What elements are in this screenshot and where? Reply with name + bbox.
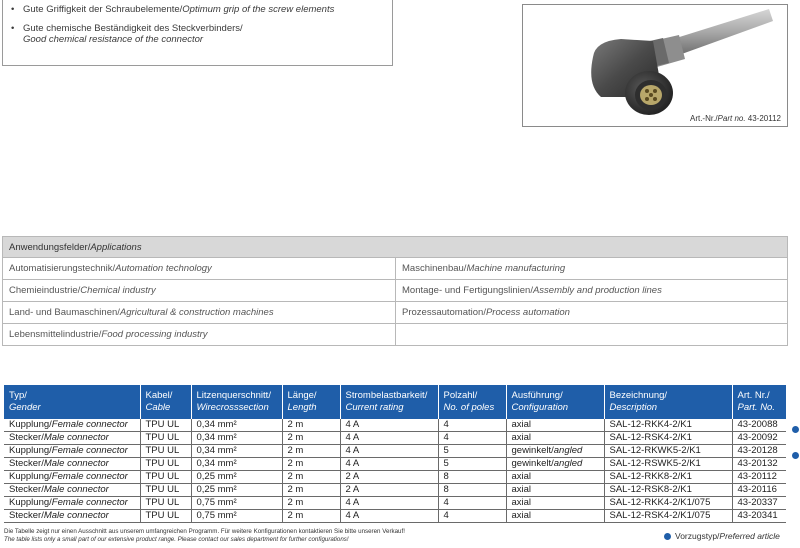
col-header-wire: Litzenquerschnitt/ Wirecrosssection [191,385,282,419]
product-table [4,385,786,523]
preferred-dot-icon [792,426,799,433]
cell-poles: 4 [438,497,506,510]
cell-description: SAL-12-RKK8-2/K1 [604,471,732,484]
cell-description: SAL-12-RSWK5-2/K1 [604,458,732,471]
feature-item: • Gute Griffigkeit der Schraubelemente/Optimum grip of the screw elements [11,4,335,15]
cell-type: Kupplung/Female connector [4,497,140,510]
table-row [4,471,786,484]
cell-current: 4 A [340,432,438,445]
cell-type: Stecker/Male connector [4,484,140,497]
cell-part-no: 43-20341 [732,510,786,523]
cell-length: 2 m [282,471,340,484]
cell-part-no: 43-20092 [732,432,786,445]
cell-description: SAL-12-RSK8-2/K1 [604,484,732,497]
cell-wire: 0,75 mm² [191,497,282,510]
table-row [4,510,786,523]
table-row [4,458,786,471]
applications-row: Chemieindustrie/Chemical industry Montage- und Fertigungslinien/Assembly and production lines [3,280,788,302]
cell-current: 4 A [340,458,438,471]
cell-current: 4 A [340,497,438,510]
col-header-description: Bezeichnung/ Description [604,385,732,419]
table-row [4,445,786,458]
cell-part-no: 43-20116 [732,484,786,497]
cell-wire: 0,34 mm² [191,419,282,432]
table-row [4,419,786,432]
col-header-cable: Kabel/ Cable [140,385,191,419]
cell-current: 2 A [340,471,438,484]
cell-cable: TPU UL [140,510,191,523]
col-header-gender: Typ/ Gender [4,385,140,419]
cell-type: Kupplung/Female connector [4,471,140,484]
cell-poles: 4 [438,510,506,523]
legend: Vorzugstyp/Preferred article [664,531,780,541]
table-row [4,497,786,510]
cell-config: axial [506,510,604,523]
cell-config: gewinkelt/angled [506,458,604,471]
cell-cable: TPU UL [140,419,191,432]
applications-row: Lebensmittelindustrie/Food processing industry [3,324,788,346]
product-table-header [4,385,786,419]
col-header-part-no: Art. Nr./ Part. No. [732,385,786,419]
cell-length: 2 m [282,484,340,497]
cell-wire: 0,25 mm² [191,484,282,497]
cell-description: SAL-12-RKWK5-2/K1 [604,445,732,458]
preferred-dot-icon [664,533,671,540]
cell-wire: 0,34 mm² [191,432,282,445]
col-header-configuration: Ausführung/ Configuration [506,385,604,419]
cell-type: Stecker/Male connector [4,510,140,523]
applications-row: Land- und Baumaschinen/Agricultural & construction machines Prozessautomation/Process automation [3,302,788,324]
cell-part-no: 43-20088 [732,419,786,432]
applications-table [2,236,788,346]
cell-length: 2 m [282,497,340,510]
features-list [2,0,393,66]
cell-cable: TPU UL [140,497,191,510]
col-header-current: Strombelastbarkeit/ Current rating [340,385,438,419]
applications-row: Automatisierungstechnik/Automation technology Maschinenbau/Machine manufacturing [3,258,788,280]
col-header-length: Länge/ Length [282,385,340,419]
cell-length: 2 m [282,510,340,523]
cell-poles: 5 [438,458,506,471]
cell-current: 4 A [340,419,438,432]
cell-description: SAL-12-RSK4-2/K1/075 [604,510,732,523]
cell-config: axial [506,419,604,432]
cell-current: 4 A [340,445,438,458]
col-header-poles: Polzahl/ No. of poles [438,385,506,419]
cell-type: Kupplung/Female connector [4,445,140,458]
cell-config: axial [506,432,604,445]
cell-cable: TPU UL [140,484,191,497]
cell-config: axial [506,497,604,510]
cell-description: SAL-12-RSK4-2/K1 [604,432,732,445]
applications-header: Anwendungsfelder/Applications [3,237,788,258]
cell-part-no: 43-20128 [732,445,786,458]
cell-length: 2 m [282,432,340,445]
cell-poles: 4 [438,419,506,432]
cell-length: 2 m [282,458,340,471]
cell-poles: 4 [438,432,506,445]
cell-poles: 5 [438,445,506,458]
table-row [4,432,786,445]
cell-cable: TPU UL [140,445,191,458]
cell-current: 4 A [340,510,438,523]
bullet-icon: • [11,23,15,34]
cell-wire: 0,34 mm² [191,445,282,458]
cell-type: Kupplung/Female connector [4,419,140,432]
cell-length: 2 m [282,419,340,432]
cell-wire: 0,25 mm² [191,471,282,484]
cell-config: axial [506,484,604,497]
cell-cable: TPU UL [140,432,191,445]
cell-part-no: 43-20132 [732,458,786,471]
cell-type: Stecker/Male connector [4,458,140,471]
cell-type: Stecker/Male connector [4,432,140,445]
cell-part-no: 43-20337 [732,497,786,510]
preferred-dot-icon [792,452,799,459]
cell-wire: 0,75 mm² [191,510,282,523]
cell-cable: TPU UL [140,458,191,471]
cell-cable: TPU UL [140,471,191,484]
cell-description: SAL-12-RKK4-2/K1 [604,419,732,432]
bullet-icon: • [11,4,15,15]
cell-config: axial [506,471,604,484]
cell-config: gewinkelt/angled [506,445,604,458]
table-row [4,484,786,497]
feature-item: • Gute chemische Beständigkeit des Steckverbinders/ Good chemical resistance of the connector [11,23,243,45]
product-caption: Art.-Nr./Part no. 43-20112 [689,114,781,123]
cell-wire: 0,34 mm² [191,458,282,471]
cell-poles: 8 [438,471,506,484]
cell-poles: 8 [438,484,506,497]
cell-length: 2 m [282,445,340,458]
cell-current: 2 A [340,484,438,497]
cell-part-no: 43-20112 [732,471,786,484]
connector-illustration [523,5,789,128]
footnote: Die Tabelle zeigt nur einen Ausschnitt aus unserem umfangreichen Programm. Für weitere Konfigurationen kontaktieren Sie bitte unseren Verkauf! The table lists only a small part of our extensive product range. Please contact our sales department for further configurations! [4,528,405,543]
cell-description: SAL-12-RKK4-2/K1/075 [604,497,732,510]
product-table-body [4,419,786,523]
product-image [522,4,788,127]
